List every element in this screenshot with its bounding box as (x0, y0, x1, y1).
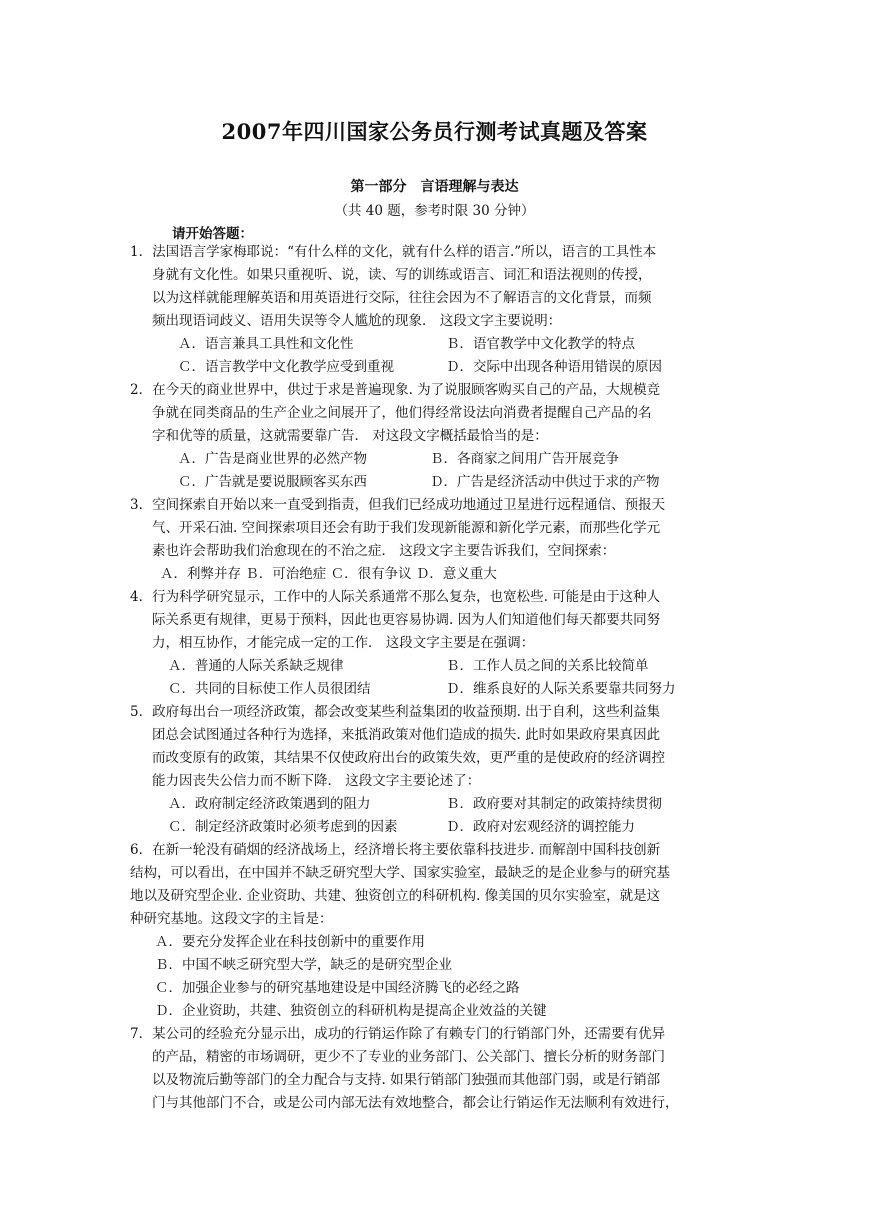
question-line: 字和优等的质量，这就需要靠广告． 对这段文字概括最恰当的是： (152, 428, 548, 444)
question-line: 地以及研究型企业. 企业资助、共建、独资创立的科研机构. 像美国的贝尔实验室，就是这 (130, 888, 661, 904)
question-line: 能力因丧失公信力而不断下降． 这段文字主要论述了： (152, 773, 481, 789)
question-line: 频出现语词歧义、语用失误等令人尴尬的现象． 这段文字主要说明： (152, 313, 562, 329)
option-b: Ｂ．工作人员之间的关系比较简单 (446, 658, 649, 674)
option-c: Ｃ．制定经济政策时必须考虑到的因素 (168, 819, 398, 835)
question-line: 气、开采石油. 空间探索项目还会有助于我们发现新能源和新化学元素，而那些化学元 (152, 520, 661, 536)
option-a: Ａ．语言兼具工具性和文化性 (178, 336, 354, 352)
question-line: 5．政府每出台一项经济政策，都会改变某些利益集团的收益预期. 出于自利，这些利益集 (130, 704, 661, 720)
question-line: 身就有文化性。如果只重视听、说，读、写的训练或语言、词汇和语法视则的传授， (152, 267, 652, 283)
option-c: Ｃ．共同的目标使工作人员很团结 (168, 681, 371, 697)
section-title-part: 第一部分 (350, 179, 407, 195)
option-a: Ａ．广告是商业世界的必然产物 (178, 451, 367, 467)
question-line: 际关系更有规律，更易于预料，因此也更容易协调. 因为人们知道他们每天都要共同努 (152, 612, 661, 628)
question-line: 2．在今天的商业世界中，供过于求是普遍现象. 为了说服顾客购买自己的产品，大规模竞 (130, 382, 661, 398)
option-c: Ｃ．广告就是要说服顾客买东西 (178, 474, 367, 490)
question-line: 6．在新一轮没有硝烟的经济战场上，经济增长将主要依靠科技进步. 而解剖中国科技创新 (130, 842, 661, 858)
question-line: 门与其他部门不合，或是公司内部无法有效地整合，都会让行销运作无法顺利有效进行， (152, 1095, 679, 1111)
option-d: Ｄ．交际中出现各种语用错误的原因 (446, 359, 662, 375)
option-b: Ｂ．语官教学中文化教学的特点 (446, 336, 635, 352)
option-c: Ｃ．加强企业参与的研究基地建设是中国经济腾飞的必经之路 (155, 980, 520, 996)
question-line: 素也许会帮助我们治愈现在的不治之症． 这段文字主要告诉我们，空间探索： (152, 543, 616, 559)
option-a: Ａ．要充分发挥企业在科技创新中的重要作用 (155, 934, 425, 950)
option-d: Ｄ．广告是经济活动中供过于求的产物 (430, 474, 660, 490)
option-b: Ｂ．政府要对其制定的政策持续贯彻 (446, 796, 662, 812)
page-title: 2007年四川国家公务员行测考试真题及答案 (221, 119, 648, 144)
question-line: 以为这样就能理解英语和用英语进行交际，往往会因为不了解语言的文化背景，而频 (152, 290, 652, 306)
question-line: 而改变原有的政策，其结果不仅使政府出台的政策失效，更严重的是使政府的经济调控 (152, 750, 665, 766)
option-d: Ｄ．企业资助，共建、独资创立的科研机构是提高企业效益的关键 (155, 1003, 547, 1019)
question-line: 以及物流后勤等部门的全力配合与支持. 如果行销部门独强而其他部门弱，或是行销部 (152, 1072, 661, 1088)
section-note: （共 40 题，参考时限 30 分钟） (334, 203, 535, 219)
option-d: Ｄ．维系良好的人际关系要靠共同努力 (446, 681, 676, 697)
option-b: Ｂ．各商家之间用广告开展竞争 (430, 451, 619, 467)
section-title-name: 言语理解与表达 (420, 179, 519, 195)
question-line: 种研究基地。这段文字的主旨是： (130, 911, 333, 927)
question-line: 争就在同类商品的生产企业之间展开了，他们得经常设法向消费者提醒自己产品的名 (152, 405, 652, 421)
option-b: Ｂ．中国不峡乏研究型大学，缺乏的是研究型企业 (155, 957, 452, 973)
option-a: Ａ．政府制定经济政策遇到的阻力 (168, 796, 371, 812)
question-line: 的产品，精密的市场调研，更少不了专业的业务部门、公关部门、擅长分析的财务部门 (152, 1049, 665, 1065)
options-inline: Ａ．利弊并存 Ｂ．可治绝症 Ｃ．很有争议 Ｄ．意义重大 (160, 566, 497, 582)
question-line: 结构，可以看出，在中国并不缺乏研究型大学、国家实验室，最缺乏的是企业参与的研究基 (130, 865, 670, 881)
question-line: 团总会试图通过各种行为选择，来抵消政策对他们造成的损失. 此时如果政府果真因此 (152, 727, 661, 743)
question-line: 4．行为科学研究显示，工作中的人际关系通常不那么复杂，也宽松些. 可能是由于这种人 (130, 589, 661, 605)
question-line: 1．法国语言学家梅耶说：“有什么样的文化，就有什么样的语言.”所以，语言的工具性本 (130, 244, 657, 260)
option-c: Ｃ．语言教学中文化教学应受到重视 (178, 359, 394, 375)
question-line: 3．空间探索自开始以来一直受到指责，但我们已经成功地通过卫星进行远程通信、预报天 (130, 497, 666, 513)
question-line: 力，相互协作，才能完成一定的工作． 这段文字主要是在强调： (152, 635, 535, 651)
option-d: Ｄ．政府对宏观经济的调控能力 (446, 819, 635, 835)
section-title (0, 176, 869, 196)
option-a: Ａ．普通的人际关系缺乏规律 (168, 658, 344, 674)
question-line: 7．某公司的经验充分显示出，成功的行销运作除了有赖专门的行销部门外，还需要有优异 (130, 1026, 666, 1042)
start-prompt: 请开始答题： (172, 226, 253, 242)
